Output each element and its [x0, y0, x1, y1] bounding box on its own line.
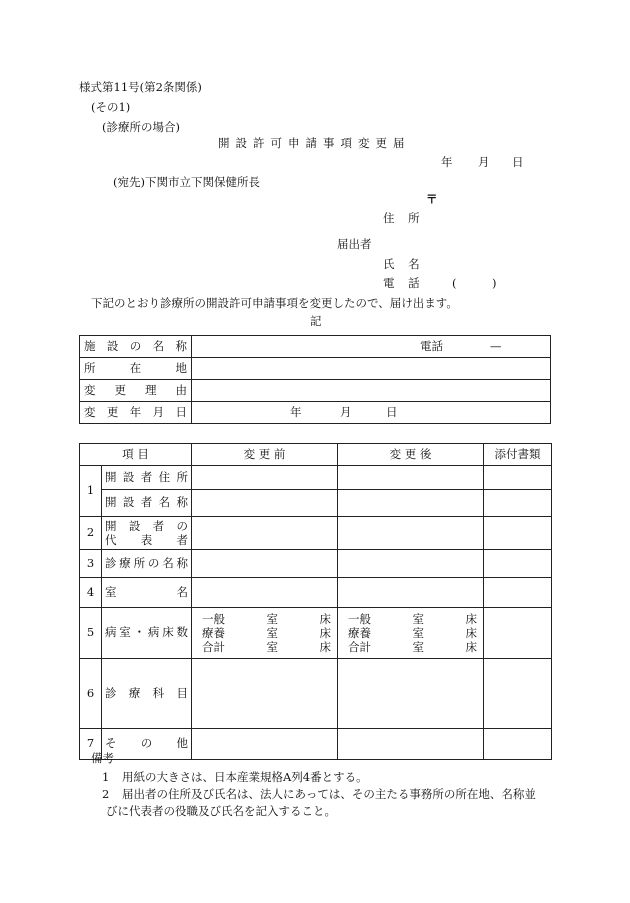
- after-field[interactable]: [338, 517, 484, 550]
- item-label: 診療所の名称: [102, 550, 192, 578]
- note-2-line2: びに代表者の役職及び氏名を記入すること。: [106, 804, 336, 818]
- item-number: 2: [80, 517, 102, 550]
- phone-label: 電 話: [383, 276, 425, 290]
- change-table: [79, 443, 552, 760]
- address-label: 住 所: [383, 211, 425, 225]
- before-field[interactable]: [192, 490, 338, 517]
- attachment-field[interactable]: [484, 608, 552, 659]
- table-row: [80, 444, 552, 466]
- facility-table: [79, 335, 551, 424]
- header-after: 変 更 後: [338, 444, 484, 466]
- attachment-field[interactable]: [484, 659, 552, 729]
- page-title: 開設許可申請事項変更届: [218, 136, 411, 150]
- phone-paren-open: (: [452, 276, 457, 290]
- date-month: 月: [478, 155, 490, 169]
- beds-after-field[interactable]: 一般 室 床 療養 室 床 合計 室 床: [338, 608, 484, 659]
- date-day: 日: [512, 155, 524, 169]
- table-row: [80, 578, 552, 608]
- change-date-field[interactable]: [192, 402, 551, 424]
- item-number: 7: [80, 729, 102, 760]
- item-number: 5: [80, 608, 102, 659]
- table-row: [80, 358, 551, 380]
- change-date-month: 月: [340, 405, 352, 419]
- change-reason-field[interactable]: [192, 380, 551, 402]
- after-field[interactable]: [338, 659, 484, 729]
- note-2-line1: 届出者の住所及び氏名は、法人にあっては、その主たる事務所の所在地、名称並: [122, 787, 536, 801]
- item-number: 3: [80, 550, 102, 578]
- attachment-field[interactable]: [484, 729, 552, 760]
- header-before: 変 更 前: [192, 444, 338, 466]
- attachment-field[interactable]: [484, 466, 552, 490]
- note-1-number: 1: [102, 770, 110, 784]
- item-label: 室名: [102, 578, 192, 608]
- attachment-field[interactable]: [484, 517, 552, 550]
- before-field[interactable]: [192, 729, 338, 760]
- facility-phone-dash: —: [490, 339, 502, 353]
- table-row: [80, 380, 551, 402]
- change-date-label: 変更年月日: [80, 402, 192, 424]
- change-date-day: 日: [386, 405, 398, 419]
- case-label: (診療所の場合): [102, 120, 180, 134]
- attachment-field[interactable]: [484, 550, 552, 578]
- before-field[interactable]: [192, 578, 338, 608]
- table-row: [80, 402, 551, 424]
- header-item: 項 目: [80, 444, 192, 466]
- item-number: 4: [80, 578, 102, 608]
- table-row: [80, 517, 552, 550]
- item-label: 開設者住所: [102, 466, 192, 490]
- date-year: 年: [441, 155, 453, 169]
- after-field[interactable]: [338, 466, 484, 490]
- item-number: 6: [80, 659, 102, 729]
- note-2-number: 2: [102, 787, 110, 801]
- location-field[interactable]: [192, 358, 551, 380]
- facility-phone-label: 電話: [420, 339, 443, 353]
- table-row: [80, 336, 551, 358]
- after-field[interactable]: [338, 578, 484, 608]
- body-text: 下記のとおり診療所の開設許可申請事項を変更したので、届け出ます。: [91, 296, 458, 310]
- header-attachment: 添付書類: [484, 444, 552, 466]
- before-field[interactable]: [192, 466, 338, 490]
- change-reason-label: 変更理由: [80, 380, 192, 402]
- after-field[interactable]: [338, 729, 484, 760]
- name-label: 氏 名: [383, 257, 425, 271]
- item-label: その他: [102, 729, 192, 760]
- after-field[interactable]: [338, 490, 484, 517]
- item-label: 開設者名称: [102, 490, 192, 517]
- sub-number: (その1): [91, 100, 131, 114]
- beds-before-field[interactable]: 一般 室 床 療養 室 床 合計 室 床: [192, 608, 338, 659]
- phone-paren-close: ): [492, 276, 497, 290]
- notifier-label: 届出者: [337, 237, 372, 251]
- before-field[interactable]: [192, 659, 338, 729]
- note-1-text: 用紙の大きさは、日本産業規格A列4番とする。: [122, 770, 368, 784]
- table-row: [80, 729, 552, 760]
- before-field[interactable]: [192, 550, 338, 578]
- item-number: 1: [80, 466, 102, 517]
- item-label: 開 設 者 の 代 表 者: [102, 517, 192, 550]
- item-label: 診療科目: [102, 659, 192, 729]
- notes-heading: 備考: [91, 751, 114, 765]
- attachment-field[interactable]: [484, 578, 552, 608]
- facility-name-field[interactable]: [192, 336, 551, 358]
- location-label: 所在地: [80, 358, 192, 380]
- ki-label: 記: [310, 314, 322, 328]
- table-row: [80, 608, 552, 659]
- table-row: [80, 550, 552, 578]
- before-field[interactable]: [192, 517, 338, 550]
- table-row: [80, 659, 552, 729]
- after-field[interactable]: [338, 550, 484, 578]
- item-label: 病室・病床数: [102, 608, 192, 659]
- change-date-year: 年: [290, 405, 302, 419]
- addressee: (宛先)下関市立下関保健所長: [113, 175, 260, 189]
- attachment-field[interactable]: [484, 490, 552, 517]
- facility-name-label: 施設の名称: [80, 336, 192, 358]
- postal-mark: 〒: [426, 192, 438, 206]
- form-number: 様式第11号(第2条関係): [79, 80, 202, 94]
- table-row: [80, 490, 552, 517]
- table-row: [80, 466, 552, 490]
